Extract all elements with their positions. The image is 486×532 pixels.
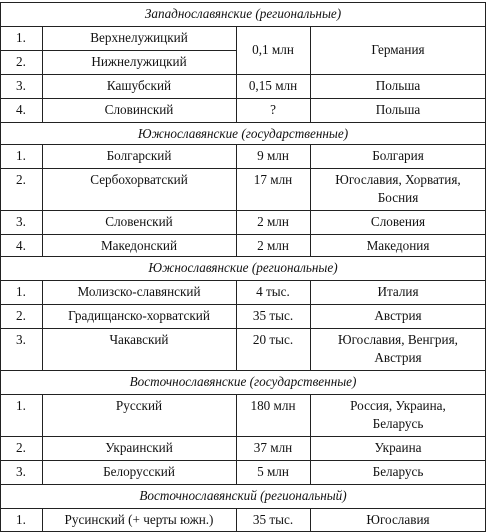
column-divider — [0, 304, 1, 328]
language-name: Украинский — [105, 440, 173, 455]
column-divider — [0, 394, 1, 436]
language-name: Молизско-славянский — [77, 284, 201, 299]
column-divider — [310, 304, 311, 328]
row-number: 3. — [16, 214, 26, 229]
country-name: Югославия — [366, 512, 430, 527]
column-divider — [236, 328, 237, 370]
row-number: 2. — [16, 172, 26, 187]
cell-line: Австрия — [374, 350, 422, 365]
speaker-count: 5 млн — [257, 464, 289, 479]
column-divider — [236, 436, 237, 460]
row-number: 4. — [16, 102, 26, 117]
column-divider — [42, 74, 43, 98]
language-name: Верхнелужицкий — [90, 30, 188, 45]
column-divider — [42, 328, 43, 370]
column-divider — [0, 460, 1, 484]
row-number: 3. — [16, 78, 26, 93]
language-name: Градищанско-хорватский — [68, 308, 210, 323]
country-name: Польша — [375, 78, 421, 93]
column-divider — [42, 234, 43, 256]
column-divider — [42, 436, 43, 460]
language-name: Македонский — [100, 238, 178, 253]
speaker-count: 180 млн — [250, 398, 296, 413]
column-divider — [0, 144, 1, 168]
column-divider — [42, 210, 43, 234]
column-divider — [42, 98, 43, 122]
column-divider — [0, 436, 1, 460]
row-number: 1. — [16, 398, 26, 413]
cell-line: Югославия, Хорватия, — [335, 172, 461, 187]
row-number: 3. — [16, 464, 26, 479]
column-divider — [236, 508, 237, 531]
column-divider — [0, 210, 1, 234]
language-name: Белорусский — [103, 464, 175, 479]
column-divider — [236, 210, 237, 234]
column-divider — [42, 50, 43, 74]
country-name: Германия — [371, 42, 425, 57]
column-divider — [236, 168, 237, 210]
column-divider — [236, 234, 237, 256]
column-divider — [310, 280, 311, 304]
column-divider — [0, 484, 1, 508]
section-title: Восточнославянские (государственные) — [129, 374, 357, 389]
row-number: 2. — [16, 54, 26, 69]
column-divider — [236, 460, 237, 484]
column-divider — [236, 394, 237, 436]
column-divider — [42, 144, 43, 168]
country-name: Словения — [370, 214, 426, 229]
column-divider — [0, 234, 1, 256]
language-name: Словинский — [104, 102, 174, 117]
column-divider — [0, 280, 1, 304]
cell-line: Босния — [377, 190, 419, 205]
country-name — [310, 328, 486, 370]
country-name: Украина — [374, 440, 422, 455]
language-name: Кашубский — [106, 78, 172, 93]
column-divider — [236, 98, 237, 122]
section-title: Южнославянские (государственные) — [137, 126, 349, 141]
column-divider — [310, 234, 311, 256]
speaker-count: ? — [270, 102, 276, 117]
column-divider — [310, 436, 311, 460]
country-name — [310, 394, 486, 436]
column-divider — [310, 210, 311, 234]
column-divider — [0, 508, 1, 531]
column-divider — [310, 26, 311, 50]
speaker-count: 35 тыс. — [252, 308, 294, 323]
column-divider — [42, 168, 43, 210]
column-divider — [0, 256, 1, 280]
speaker-count: 2 млн — [257, 214, 289, 229]
column-divider — [236, 144, 237, 168]
column-divider — [0, 168, 1, 210]
row-number: 3. — [16, 332, 26, 347]
speaker-count: 37 млн — [253, 440, 293, 455]
row-number: 4. — [16, 238, 26, 253]
country-name: Австрия — [374, 308, 422, 323]
column-divider — [236, 304, 237, 328]
row-number: 2. — [16, 440, 26, 455]
language-name: Словенский — [105, 214, 173, 229]
country-name — [310, 168, 486, 210]
column-divider — [236, 280, 237, 304]
column-divider — [42, 26, 43, 50]
column-divider — [236, 74, 237, 98]
cell-line: Беларусь — [372, 416, 424, 431]
language-name: Русский — [115, 398, 163, 413]
speaker-count: 0,15 млн — [248, 78, 298, 93]
column-divider — [310, 460, 311, 484]
language-name: Русинский (+ черты южн.) — [64, 512, 214, 527]
column-divider — [0, 2, 1, 26]
column-divider — [42, 508, 43, 531]
speaker-count: 35 тыс. — [252, 512, 294, 527]
cell-line: Югославия, Венгрия, — [338, 332, 458, 347]
row-number: 1. — [16, 148, 26, 163]
column-divider — [310, 168, 311, 210]
column-divider — [0, 26, 1, 50]
language-name: Нижнелужицкий — [91, 54, 187, 69]
column-divider — [0, 328, 1, 370]
column-divider — [0, 50, 1, 74]
country-name: Болгария — [372, 148, 424, 163]
column-divider — [42, 304, 43, 328]
language-name: Болгарский — [106, 148, 172, 163]
column-divider — [310, 328, 311, 370]
country-name: Италия — [377, 284, 419, 299]
speaker-count: 0,1 млн — [252, 42, 294, 57]
row-number: 2. — [16, 308, 26, 323]
section-title: Западнославянские (региональные) — [144, 6, 342, 21]
speaker-count: 17 млн — [253, 172, 293, 187]
column-divider — [0, 98, 1, 122]
cell-line: Россия, Украина, — [350, 398, 446, 413]
column-divider — [42, 394, 43, 436]
column-divider — [0, 370, 1, 394]
speaker-count: 2 млн — [257, 238, 289, 253]
row-number: 1. — [16, 284, 26, 299]
row-number: 1. — [16, 30, 26, 45]
column-divider — [236, 26, 237, 50]
column-divider — [42, 280, 43, 304]
column-divider — [310, 394, 311, 436]
column-divider — [310, 144, 311, 168]
column-divider — [310, 98, 311, 122]
row-number: 1. — [16, 512, 26, 527]
column-divider — [42, 460, 43, 484]
column-divider — [0, 122, 1, 144]
speaker-count: 20 тыс. — [252, 332, 294, 347]
speaker-count: 9 млн — [257, 148, 289, 163]
column-divider — [236, 50, 237, 74]
speaker-count: 4 тыс. — [256, 284, 290, 299]
country-name: Македония — [366, 238, 430, 253]
column-divider — [0, 74, 1, 98]
column-divider — [310, 50, 311, 74]
country-name: Беларусь — [372, 464, 424, 479]
column-divider — [310, 74, 311, 98]
country-name: Польша — [375, 102, 421, 117]
section-title: Южнославянские (региональные) — [148, 260, 338, 275]
column-divider — [310, 508, 311, 531]
language-name: Чакавский — [109, 332, 169, 347]
language-name: Сербохорватский — [90, 172, 188, 187]
section-title: Восточнославянский (региональный) — [139, 488, 347, 503]
